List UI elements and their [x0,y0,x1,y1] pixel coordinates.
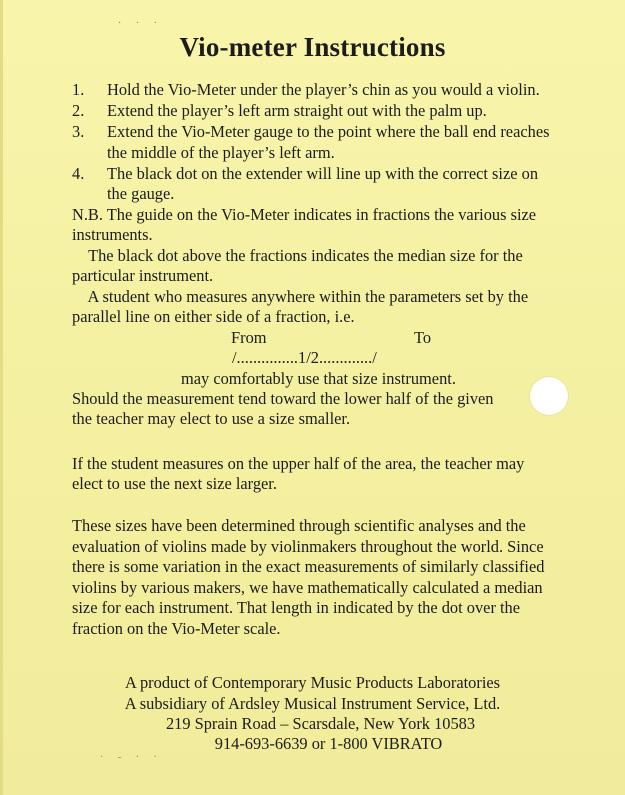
nb-line: parallel line on either side of a fraction, i.e. [72,307,355,326]
footer-address: 219 Sprain Road – Scarsdale, New York 10583 [165,714,476,733]
punched-hole [530,377,568,415]
step-number: 3. [72,122,85,141]
nb-line: particular instrument. [72,266,214,285]
step-text: Extend the Vio-Meter gauge to the point where the ball end reaches [107,122,550,141]
footer-line: A product of Contemporary Music Products Laboratories [124,673,501,692]
lower-half-line: Should the measurement tend toward the lower half of the given [72,389,494,408]
footer-line: A subsidiary of Ardsley Musical Instrument Service, Ltd. [124,694,501,713]
range-to-label: To [414,328,432,347]
nb-line: A student who measures anywhere within the parameters set by the [72,287,529,306]
step-text: the gauge. [107,184,175,203]
step-number: 1. [72,80,85,99]
nb-line: instruments. [72,225,153,244]
range-line: /...............1/2............./ [232,348,377,367]
comfort-line: may comfortably use that size instrument. [181,369,456,388]
nb-line: The black dot above the fractions indicates the median size for the [72,246,523,265]
step-number: 4. [72,164,85,183]
range-from-label: From [231,328,267,347]
upper-half-line: If the student measures on the upper half of the area, the teacher may [72,454,525,473]
nb-line: N.B. The guide on the Vio-Meter indicates in fractions the various size [72,205,537,224]
step-text: Hold the Vio-Meter under the player’s chin as you would a violin. [107,80,540,99]
science-line: evaluation of violins made by violinmakers throughout the world. Since [72,537,544,556]
upper-half-line: elect to use the next size larger. [72,474,277,493]
lower-half-line: the teacher may elect to use a size smaller. [72,409,351,428]
scan-specks-top: · · · [118,18,163,29]
science-line: size for each instrument. That length in indicated by the dot over the [72,598,521,617]
science-line: there is some variation in the exact measurements of similarly classified [72,557,545,576]
science-line: fraction on the Vio-Meter scale. [72,619,281,638]
science-line: These sizes have been determined through scientific analyses and the [72,516,526,535]
page-title: Vio-meter Instructions [179,32,446,62]
footer-phone: 914-693-6639 or 1-800 VIBRATO [214,734,443,753]
step-text: the middle of the player’s left arm. [107,143,335,162]
step-text: Extend the player’s left arm straight out with the palm up. [107,101,487,120]
step-text: The black dot on the extender will line up with the correct size on [107,164,539,183]
scan-specks-bottom: · - · · [100,752,163,763]
step-number: 2. [72,101,85,120]
science-line: violins by various makers, we have mathematically calculated a median [72,578,543,597]
